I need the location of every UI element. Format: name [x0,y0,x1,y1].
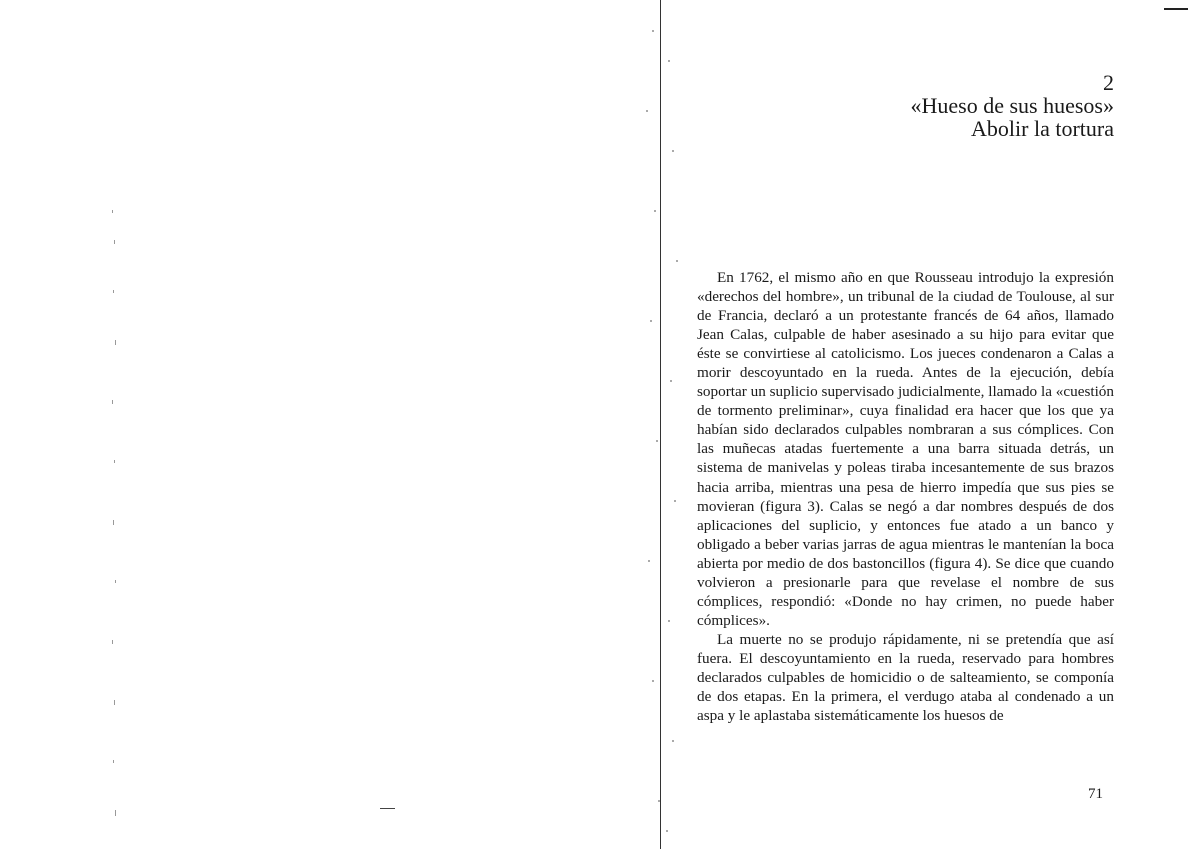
chapter-subtitle: Abolir la tortura [971,116,1114,141]
left-page-mark [380,808,395,809]
chapter-heading [911,71,1115,140]
paragraph: En 1762, el mismo año en que Rousseau introdujo la expresión «derechos del hombre», un tribunal de la ciudad de Toulouse, al sur de Francia, declaró a un protestante francés de 64 años, llamado Jean Calas, culpable de haber asesinado a su hijo para evitar que éste se convirtiese al catolicismo. Los jueces condenaron a Calas a morir descoyuntado en la rueda. Antes de la ejecución, debía soportar un suplicio supervisado judicialmente, llamado la «cuestión de tormento preliminar», cuya finalidad era hacer que los que ya habían sido declarados culpables nombraran a sus cómplices. Con las muñecas atadas fuertemente a una barra situada detrás, un sistema de manivelas y poleas tiraba incesantemente de sus brazos hacia arriba, mientras una pesa de hierro impedía que sus pies se movieran (figura 3). Calas se negó a dar nombres después de dos aplicaciones del suplicio, y entonces fue atado a un banco y obligado a beber varias jarras de agua mientras le mantenían la boca abierta por medio de dos bastoncillos (figura 4). Se dice que cuando volvieron a presionarle para que revelase el nombre de sus cómplices, respondió: «Donde no hay crimen, no puede haber cómplices». [697,269,1114,629]
chapter-number: 2 [1103,70,1114,95]
paragraph: La muerte no se produjo rápidamente, ni se pretendía que así fuera. El descoyuntamiento en la rueda, reservado para hombres declarados culpables de homicidio o de salteamiento, se componía de dos etapas. En la primera, el verdugo ataba al condenado a un aspa y le aplastaba sistemáticamente los huesos de [697,630,1114,725]
page-number: 71 [1088,786,1103,802]
corner-mark [1164,8,1188,10]
left-page-edge-scan-noise [110,200,120,849]
chapter-title: «Hueso de sus huesos» [910,93,1114,118]
body-text [697,268,1114,725]
